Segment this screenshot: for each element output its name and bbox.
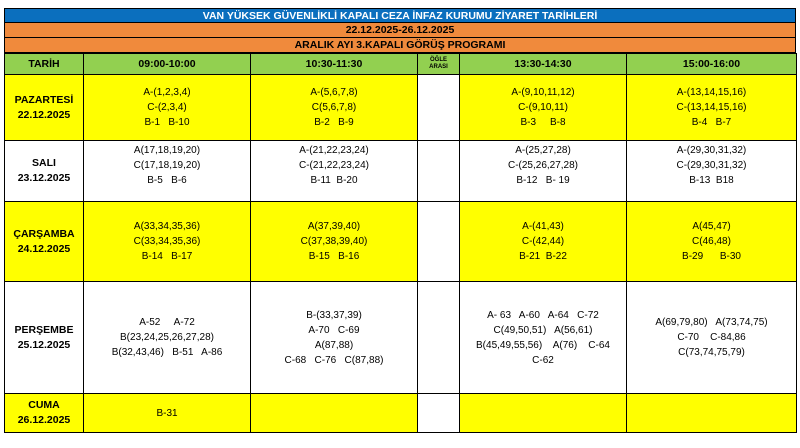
date-cell [5, 282, 84, 394]
slot-cell-slot4 [627, 202, 797, 282]
visit-group: A(45,47) [692, 221, 731, 232]
col-header-slot4: 15:00-16:00 [627, 54, 797, 75]
break-cell [418, 202, 460, 282]
visit-group: C(49,50,51) A(56,61) [493, 324, 593, 336]
break-cell [418, 141, 460, 202]
visit-group: C-(9,10,11) [518, 102, 568, 113]
visit-group: A-(25,27,28) [515, 145, 571, 156]
visit-group: B-15 B-16 [308, 251, 360, 262]
visit-group: A-(21,22,23,24) [299, 145, 369, 156]
visit-group: B-11 B-20 [310, 175, 358, 186]
title-banner: VAN YÜKSEK GÜVENLİKLİ KAPALI CEZA İNFAZ KURUMU ZİYARET TARİHLERİ [4, 8, 796, 23]
break-cell [418, 394, 460, 433]
visit-group: C-(25,26,27,28) [507, 160, 579, 171]
visit-group: B-13 B18 [689, 175, 734, 186]
col-header-date: TARİH [5, 54, 84, 75]
col-header-slot1: 09:00-10:00 [84, 54, 251, 75]
visit-group: B(45,49,55,56) A(76) C-64 [476, 339, 610, 351]
date-cell [5, 394, 84, 433]
col-header-slot3: 13:30-14:30 [460, 54, 627, 75]
table-row [5, 75, 797, 141]
visit-group: C-62 [532, 354, 554, 366]
table-row [5, 141, 797, 202]
slot-cell-slot4 [627, 141, 797, 202]
break-cell [418, 75, 460, 141]
slot-cell-slot4 [627, 75, 797, 141]
break-label-line1: ÖĞLE [429, 57, 447, 63]
slot-cell-slot1 [84, 394, 251, 433]
break-label-line2: ARASI [429, 64, 448, 70]
visit-group: A(17,18,19,20) [133, 145, 201, 156]
day-name: ÇARŞAMBA [13, 227, 75, 240]
visit-group: B-31 [156, 407, 178, 419]
slot-cell-slot3 [460, 141, 627, 202]
visit-group: B(32,43,46) B-51 A-86 [111, 347, 223, 358]
visit-group: B-4 B-7 [691, 117, 732, 128]
visit-group: C(46,48) [692, 236, 731, 247]
visit-group: B-2 B-9 [314, 117, 354, 128]
schedule-sheet [4, 8, 796, 433]
visit-group: C-68 C-76 C(87,88) [284, 354, 384, 366]
visit-group: A-70 C-69 [308, 324, 360, 336]
visit-group: C(73,74,75,79) [678, 347, 745, 358]
slot-cell-slot3 [460, 394, 627, 433]
visit-group: A- 63 A-60 A-64 C-72 [487, 309, 599, 321]
slot-cell-slot1 [84, 75, 251, 141]
date-cell [5, 141, 84, 202]
day-name: PERŞEMBE [14, 323, 74, 336]
slot-cell-slot1 [84, 202, 251, 282]
slot-cell-slot3 [460, 202, 627, 282]
slot-cell-slot1 [84, 282, 251, 394]
table-row [5, 282, 797, 394]
visit-group: A-52 A-72 [139, 317, 195, 328]
date-range-banner: 22.12.2025-26.12.2025 [4, 23, 796, 38]
visit-group: C-(29,30,31,32) [676, 160, 747, 171]
day-name: CUMA [28, 399, 60, 411]
table-row [5, 202, 797, 282]
visit-group: B(23,24,25,26,27,28) [120, 332, 214, 343]
day-date: 25.12.2025 [17, 338, 71, 351]
slot-cell-slot3 [460, 282, 627, 394]
visit-group: B-29 B-30 [682, 251, 741, 262]
visit-group: C(5,6,7,8) [311, 102, 357, 113]
visit-group: A-(1,2,3,4) [143, 87, 191, 98]
date-cell [5, 75, 84, 141]
visit-group: C-(13,14,15,16) [676, 102, 747, 113]
visit-group: A(37,39,40) [307, 221, 361, 232]
visit-group: C-(42,44) [521, 236, 565, 247]
program-banner: ARALIK AYI 3.KAPALI GÖRÜŞ PROGRAMI [4, 38, 796, 53]
visit-group: B-3 B-8 [520, 117, 566, 128]
visit-group: B-14 B-17 [141, 251, 193, 262]
visit-group: B-(33,37,39) [306, 309, 362, 321]
day-date: 24.12.2025 [17, 242, 71, 255]
slot-cell-slot2 [251, 282, 418, 394]
col-header-slot2: 10:30-11:30 [251, 54, 418, 75]
visit-group: A(69,79,80) A(73,74,75) [655, 317, 768, 328]
schedule-rows [5, 75, 797, 433]
visit-group: A-(9,10,11,12) [511, 87, 575, 98]
day-date: 26.12.2025 [17, 414, 71, 426]
day-name: PAZARTESİ [14, 93, 74, 106]
day-name: SALI [32, 157, 56, 169]
visit-group: C-(2,3,4) [147, 102, 187, 113]
visit-group: A-(5,6,7,8) [310, 87, 358, 98]
slot-cell-slot2 [251, 141, 418, 202]
date-cell [5, 202, 84, 282]
slot-cell-slot4 [627, 394, 797, 433]
break-cell [418, 282, 460, 394]
visit-group: A-(29,30,31,32) [676, 145, 747, 156]
schedule-table [4, 53, 797, 433]
col-header-break [418, 54, 460, 75]
visit-group: A-(41,43) [522, 221, 564, 232]
slot-cell-slot1 [84, 141, 251, 202]
slot-cell-slot2 [251, 202, 418, 282]
visit-group: C(17,18,19,20) [133, 160, 201, 171]
slot-cell-slot2 [251, 75, 418, 141]
visit-group: A-(13,14,15,16) [676, 87, 747, 98]
visit-group: C-70 C-84,86 [677, 332, 746, 343]
visit-group: B-12 B- 19 [516, 175, 570, 186]
visit-group: B-5 B-6 [147, 175, 187, 186]
visit-group: A(33,34,35,36) [133, 221, 201, 232]
day-date: 22.12.2025 [17, 108, 71, 121]
visit-group: C(33,34,35,36) [133, 236, 201, 247]
slot-cell-slot3 [460, 75, 627, 141]
day-date: 23.12.2025 [17, 172, 71, 184]
slot-cell-slot2 [251, 394, 418, 433]
slot-cell-slot4 [627, 282, 797, 394]
visit-group: B-1 B-10 [144, 117, 190, 128]
table-row [5, 394, 797, 433]
visit-group: A(87,88) [314, 339, 354, 351]
visit-group: C(37,38,39,40) [300, 236, 368, 247]
visit-group: B-21 B-22 [519, 251, 567, 262]
header-row [5, 54, 797, 75]
visit-group: C-(21,22,23,24) [298, 160, 370, 171]
